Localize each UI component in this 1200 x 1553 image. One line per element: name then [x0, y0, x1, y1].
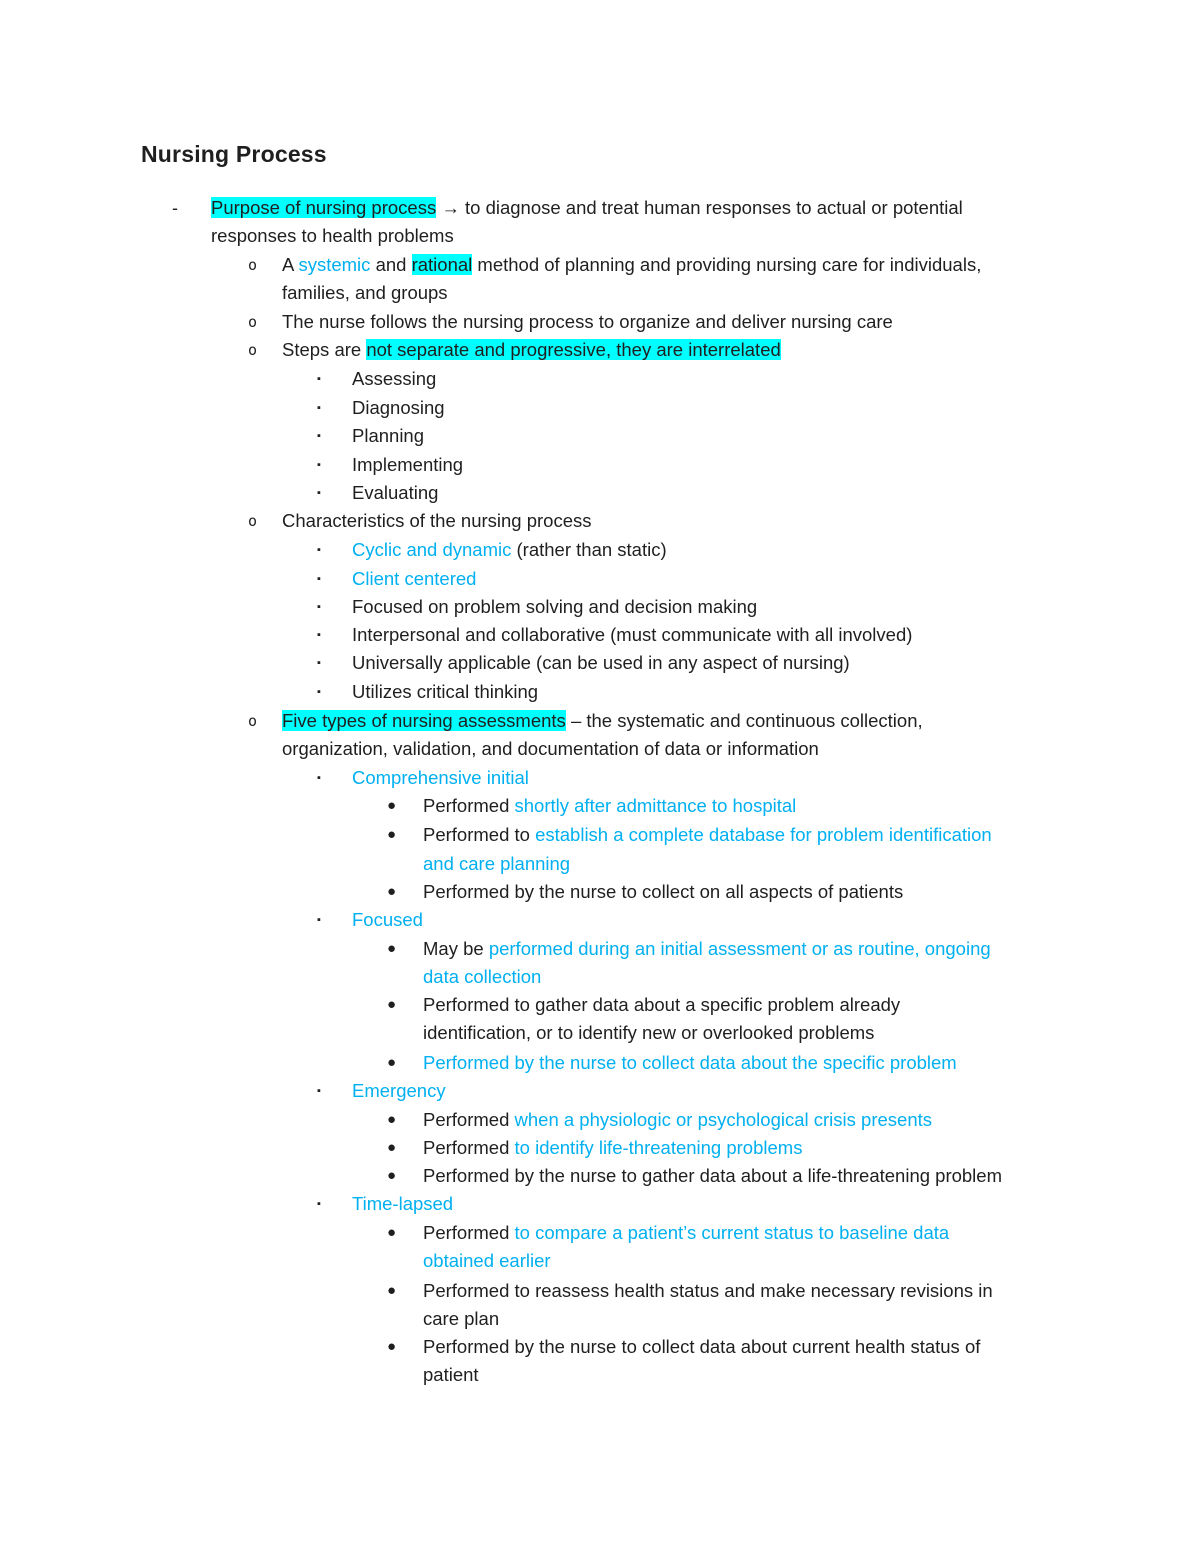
list-item: [423, 1106, 932, 1134]
circle-bullet: o: [248, 512, 258, 530]
square-bullet: ▪: [317, 430, 321, 442]
dot-bullet: ●: [387, 797, 397, 814]
square-bullet: ▪: [317, 601, 321, 613]
square-bullet: ▪: [317, 772, 321, 784]
list-item: [423, 821, 992, 849]
square-bullet: ▪: [317, 657, 321, 669]
square-bullet: ▪: [317, 1085, 321, 1097]
dot-bullet: ●: [387, 883, 397, 900]
steps-line: [282, 336, 781, 364]
list-item: Diagnosing: [352, 397, 445, 418]
text: Performed to: [423, 824, 530, 845]
circle-bullet: o: [248, 712, 258, 730]
list-item: Client centered: [352, 568, 477, 589]
square-bullet: ▪: [317, 629, 321, 641]
blue-text: shortly after admittance to hospital: [514, 795, 797, 816]
square-bullet: ▪: [317, 487, 321, 499]
systemic-text-a: A: [282, 254, 294, 275]
five-types-line: [282, 707, 923, 735]
assessment-heading: Emergency: [352, 1080, 446, 1101]
list-item-continuation: and care planning: [423, 853, 571, 874]
square-bullet: ▪: [317, 686, 321, 698]
circle-bullet: o: [248, 341, 258, 359]
list-item: Planning: [352, 425, 425, 446]
assessment-heading: Comprehensive initial: [352, 767, 529, 788]
list-item: Performed by the nurse to collect data about current health status of: [423, 1336, 981, 1357]
list-item: Performed to gather data about a specific problem already: [423, 994, 901, 1015]
purpose-line: [211, 194, 963, 222]
arrow-right-icon: →: [441, 197, 460, 218]
list-item: [423, 935, 991, 963]
steps-text: Steps are: [282, 339, 362, 360]
steps-highlight: not separate and progressive, they are interrelated: [366, 339, 781, 360]
page-title: Nursing Process: [141, 141, 327, 167]
purpose-text: to diagnose and treat human responses to actual or potential: [465, 197, 963, 218]
list-item: Performed to reassess health status and make necessary revisions in: [423, 1280, 993, 1301]
list-item: Performed by the nurse to collect data about the specific problem: [423, 1052, 957, 1073]
blue-text: to identify life-threatening problems: [514, 1137, 803, 1158]
five-types-highlight: Five types of nursing assessments: [282, 710, 566, 731]
list-item: Performed by the nurse to gather data about a life-threatening problem: [423, 1165, 1002, 1186]
list-item: Focused on problem solving and decision making: [352, 596, 758, 617]
assessment-heading: Time-lapsed: [352, 1193, 454, 1214]
purpose-continuation: responses to health problems: [211, 225, 454, 246]
list-item: Universally applicable (can be used in any aspect of nursing): [352, 652, 850, 673]
square-bullet: ▪: [317, 1198, 321, 1210]
text: May be: [423, 938, 484, 959]
cyclic-term: Cyclic and dynamic: [352, 539, 512, 560]
list-item: Evaluating: [352, 482, 439, 503]
text: Performed: [423, 1109, 510, 1130]
square-bullet: ▪: [317, 573, 321, 585]
systemic-text-e: method of planning and providing nursing care for individuals,: [477, 254, 982, 275]
square-bullet: ▪: [317, 544, 321, 556]
circle-bullet: o: [248, 313, 258, 331]
dot-bullet: ●: [387, 996, 397, 1013]
list-item: [352, 536, 667, 564]
circle-bullet: o: [248, 256, 258, 274]
list-item: Performed by the nurse to collect on all aspects of patients: [423, 881, 904, 902]
square-bullet: ▪: [317, 459, 321, 471]
five-types-text: – the systematic and continuous collection,: [570, 710, 923, 731]
dot-bullet: ●: [387, 1054, 397, 1071]
list-item: [423, 792, 796, 820]
dash-bullet: -: [172, 198, 178, 218]
dot-bullet: ●: [387, 1224, 397, 1241]
blue-text: performed during an initial assessment or as routine, ongoing: [488, 938, 991, 959]
systemic-line: [282, 251, 981, 279]
blue-text: to compare a patient’s current status to baseline data: [514, 1222, 950, 1243]
follows-line: The nurse follows the nursing process to organize and deliver nursing care: [282, 311, 893, 332]
text: Performed: [423, 1137, 510, 1158]
square-bullet: ▪: [317, 402, 321, 414]
list-item-continuation: patient: [423, 1364, 479, 1385]
list-item-continuation: data collection: [423, 966, 542, 987]
list-item: Interpersonal and collaborative (must communicate with all involved): [352, 624, 913, 645]
blue-text: establish a complete database for problem identification: [535, 824, 992, 845]
purpose-highlight: Purpose of nursing process: [211, 197, 437, 218]
list-item-continuation: obtained earlier: [423, 1250, 551, 1271]
list-item: Implementing: [352, 454, 464, 475]
rational-highlight: rational: [411, 254, 473, 275]
assessment-heading: Focused: [352, 909, 423, 930]
systemic-continuation: families, and groups: [282, 282, 448, 303]
list-item: Utilizes critical thinking: [352, 681, 539, 702]
dot-bullet: ●: [387, 1139, 397, 1156]
dot-bullet: ●: [387, 1282, 397, 1299]
list-item: [423, 1219, 949, 1247]
square-bullet: ▪: [317, 373, 321, 385]
blue-text: when a physiologic or psychological crisis presents: [514, 1109, 932, 1130]
cyclic-text: (rather than static): [516, 539, 667, 560]
dot-bullet: ●: [387, 1111, 397, 1128]
dot-bullet: ●: [387, 826, 397, 843]
systemic-term: systemic: [298, 254, 371, 275]
characteristics-line: Characteristics of the nursing process: [282, 510, 592, 531]
dot-bullet: ●: [387, 1338, 397, 1355]
five-types-continuation: organization, validation, and documentation of data or information: [282, 738, 819, 759]
list-item: [423, 1134, 802, 1162]
dot-bullet: ●: [387, 1167, 397, 1184]
text: Performed: [423, 1222, 510, 1243]
list-item: Assessing: [352, 368, 437, 389]
dot-bullet: ●: [387, 940, 397, 957]
systemic-text-c: and: [375, 254, 407, 275]
list-item-continuation: care plan: [423, 1308, 500, 1329]
list-item-continuation: identification, or to identify new or overlooked problems: [423, 1022, 875, 1043]
square-bullet: ▪: [317, 914, 321, 926]
text: Performed: [423, 795, 510, 816]
